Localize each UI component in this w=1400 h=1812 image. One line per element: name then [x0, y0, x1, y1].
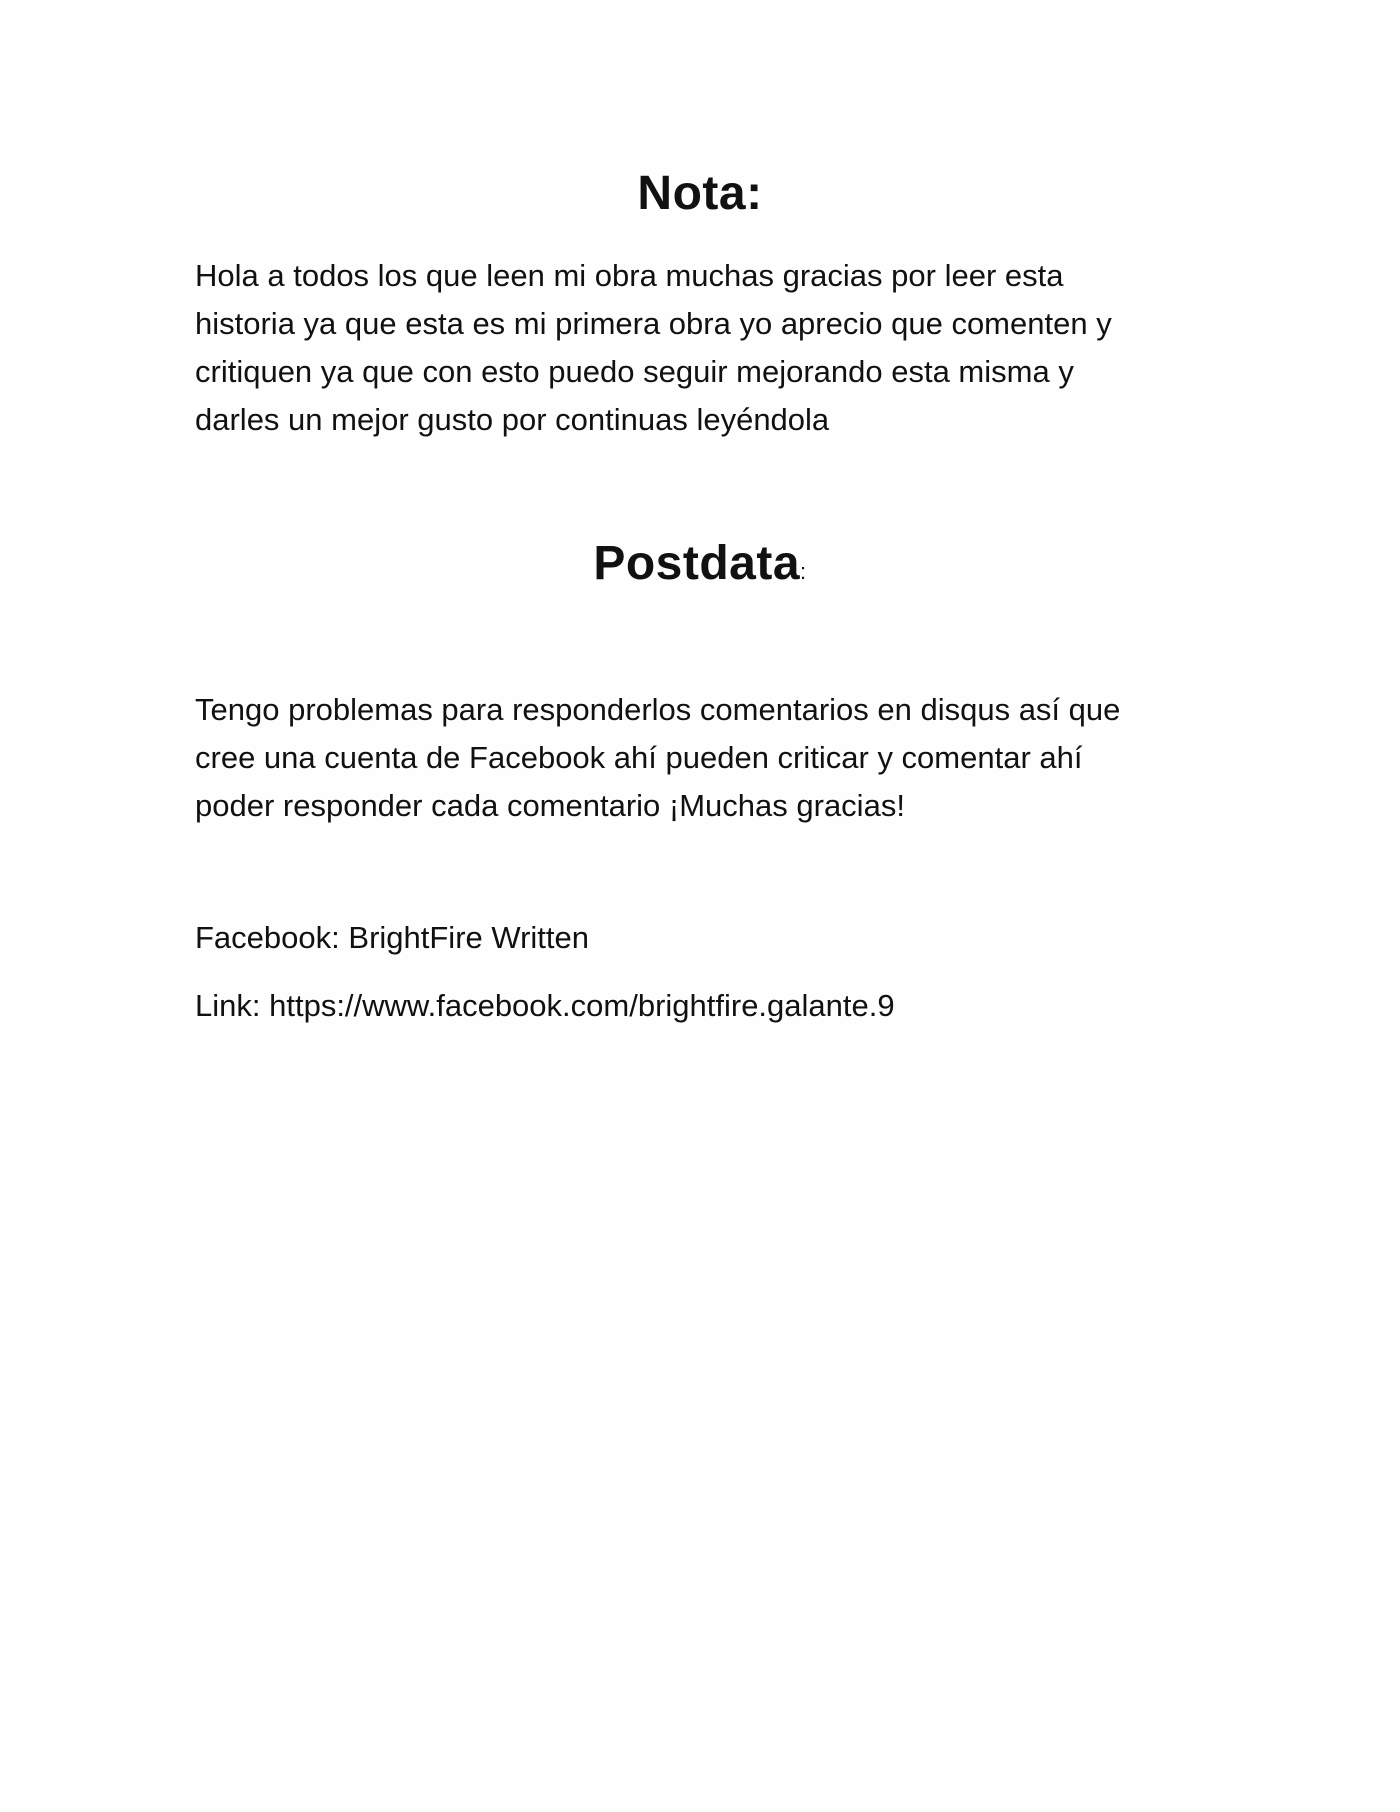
postdata-paragraph	[195, 686, 1205, 830]
postdata-heading-text: Postdata	[593, 537, 801, 590]
postdata-line: cree una cuenta de Facebook ahí pueden criticar y comentar ahí	[195, 740, 1083, 775]
nota-line: Hola a todos los que leen mi obra muchas gracias por leer esta	[195, 258, 1064, 293]
nota-heading: Nota:	[637, 167, 763, 220]
postdata-heading	[195, 535, 1205, 593]
facebook-label: Facebook:	[195, 920, 340, 955]
nota-paragraph	[195, 252, 1205, 444]
facebook-line	[195, 918, 589, 958]
nota-line: historia ya que esta es mi primera obra yo aprecio que comenten y	[195, 306, 1112, 341]
nota-line: darles un mejor gusto por continuas leyéndola	[195, 402, 830, 437]
postdata-line: poder responder cada comentario ¡Muchas gracias!	[195, 788, 905, 823]
facebook-name: BrightFire Written	[348, 920, 589, 955]
postdata-line: Tengo problemas para responderlos comentarios en disqus así que	[195, 692, 1121, 727]
postdata-heading-colon: :	[800, 559, 807, 584]
facebook-url[interactable]: https://www.facebook.com/brightfire.galante.9	[269, 988, 895, 1023]
link-label: Link:	[195, 988, 261, 1023]
nota-line: critiquen ya que con esto puedo seguir mejorando esta misma y	[195, 354, 1074, 389]
link-line	[195, 986, 895, 1026]
